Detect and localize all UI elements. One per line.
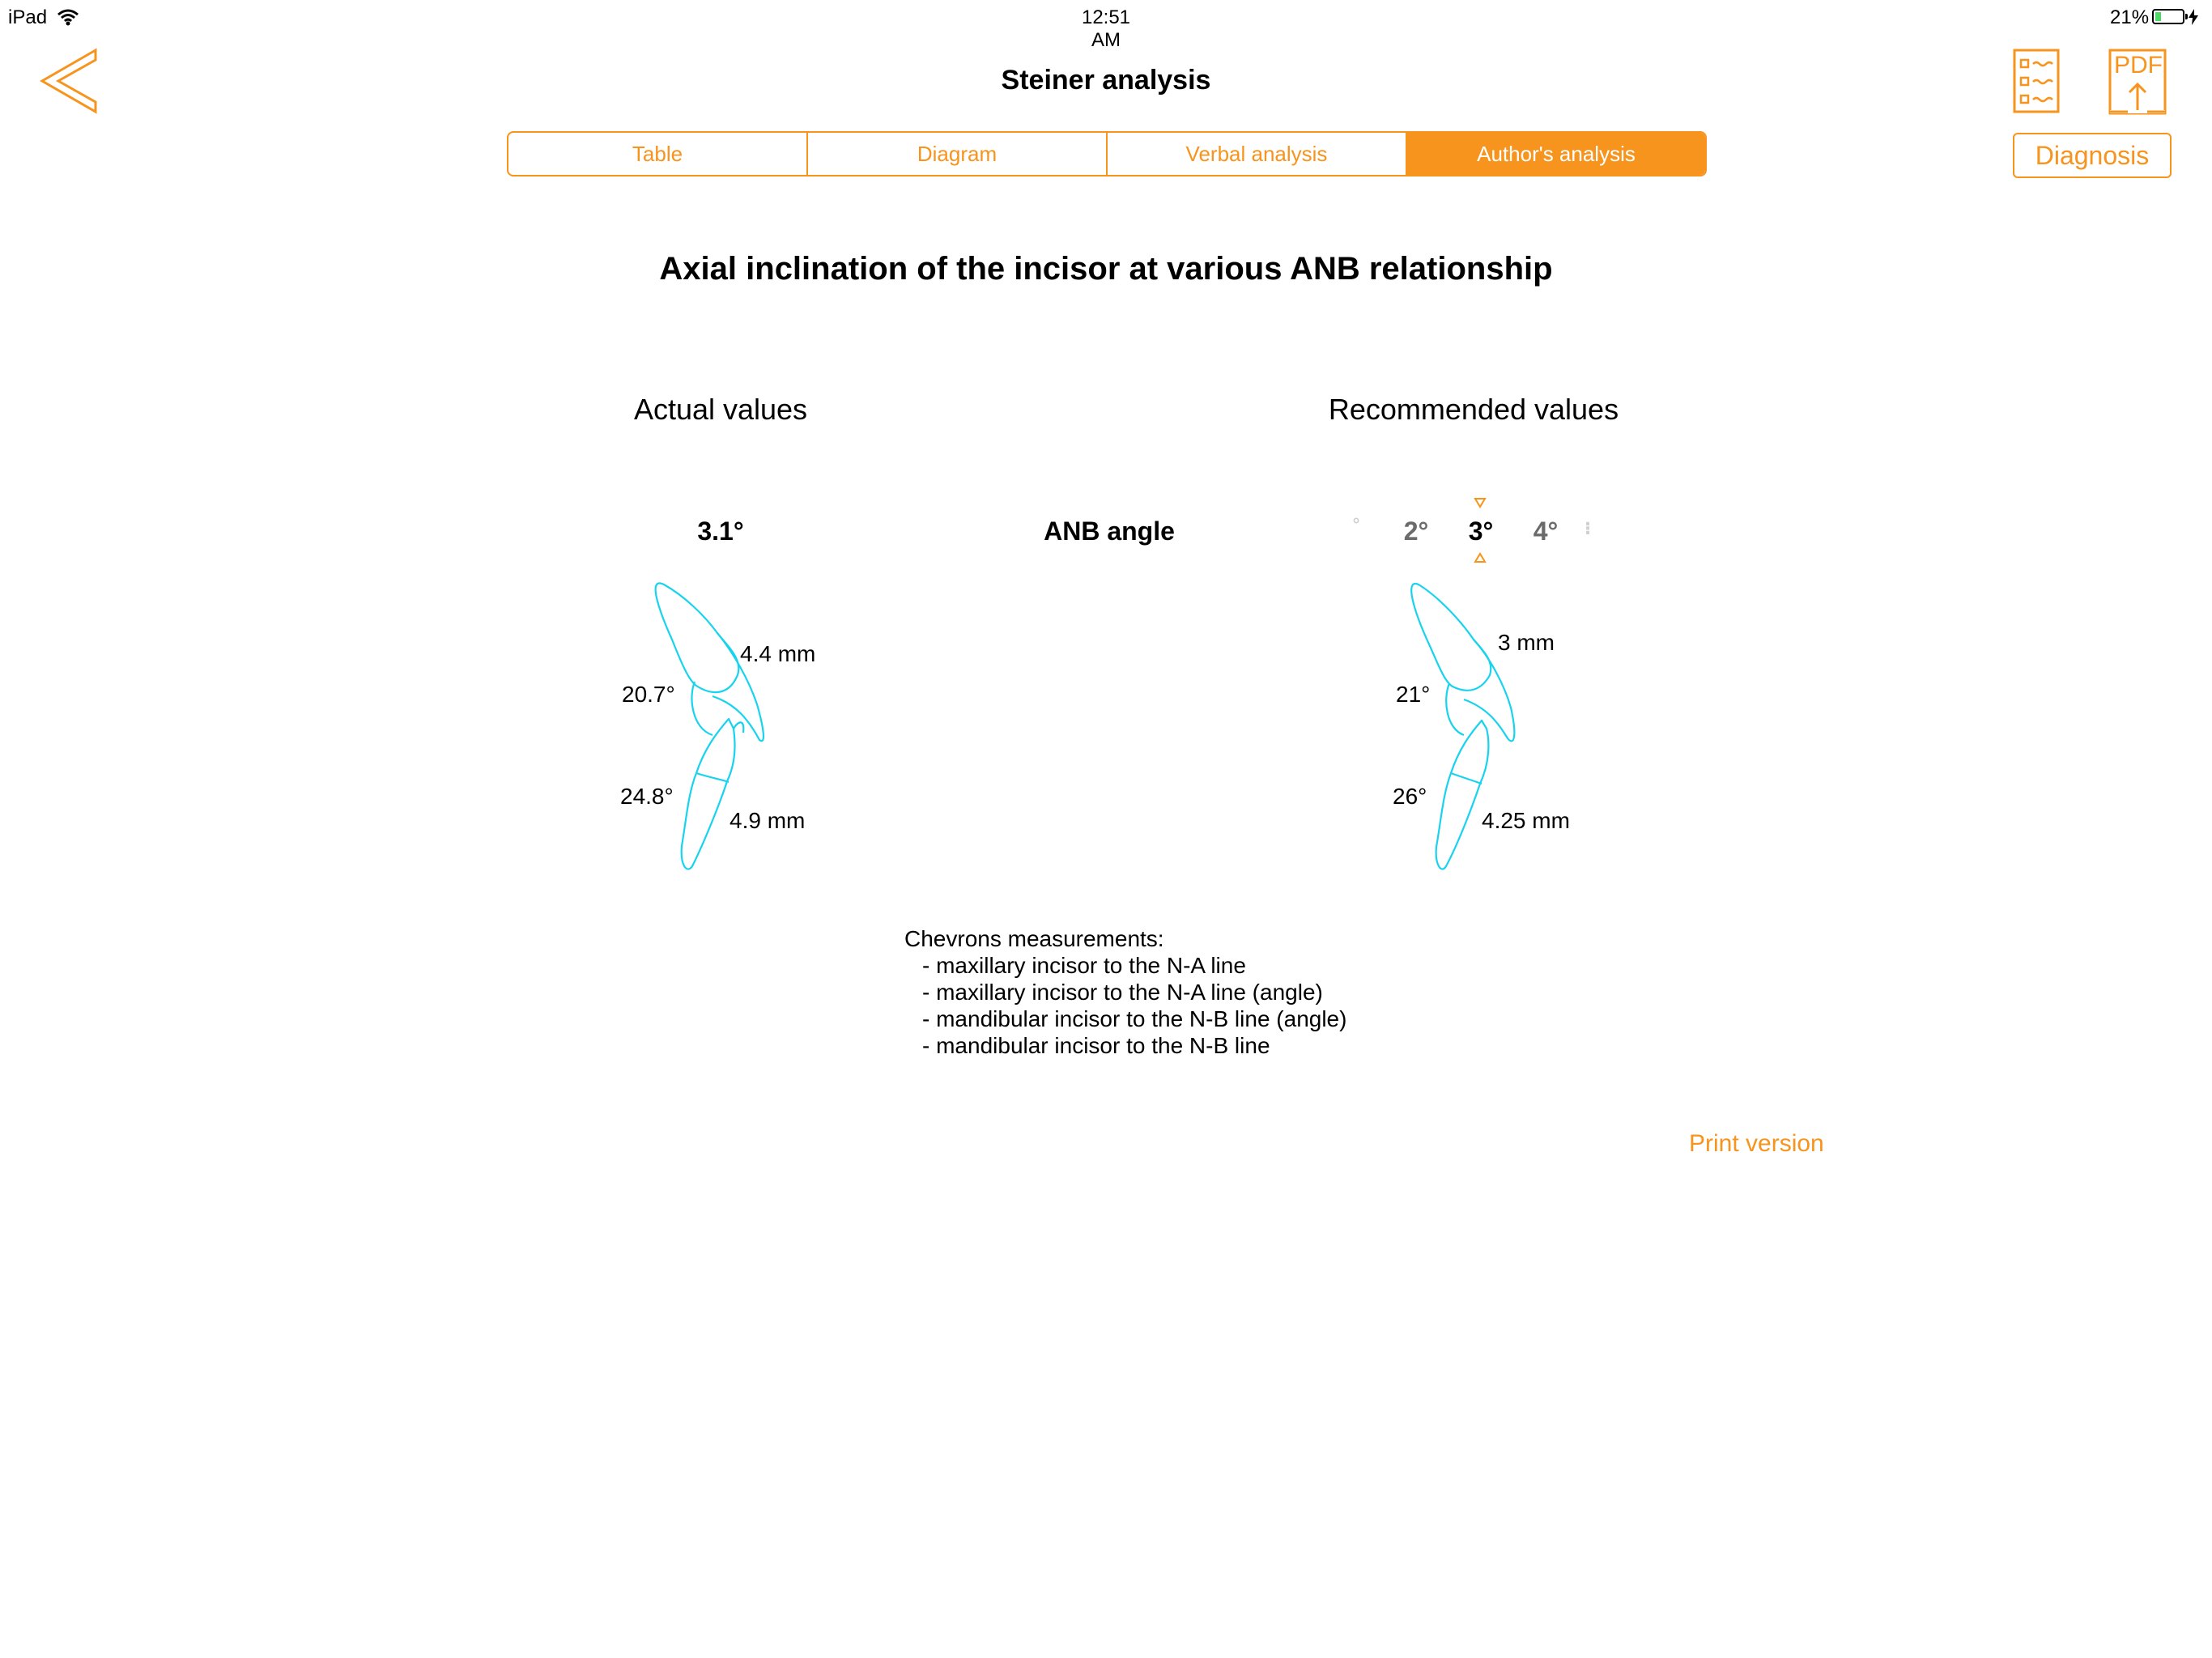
actual-incisor-diagram: [615, 575, 777, 882]
charging-bolt-icon: [2188, 9, 2199, 25]
chevrons-title: Chevrons measurements:: [904, 926, 1164, 951]
picker-indicator-down-icon: [1474, 497, 1487, 508]
recommended-values-title: Recommended values: [1328, 393, 1619, 426]
actual-values-title: Actual values: [633, 393, 808, 426]
pdf-export-button[interactable]: [2108, 49, 2168, 115]
section-heading: Axial inclination of the incisor at various ANB relationship: [659, 251, 1553, 287]
picker-option-faint-prev[interactable]: °: [1352, 514, 1360, 534]
anb-angle-label: ANB angle: [1044, 517, 1175, 546]
device-name: iPad: [8, 6, 48, 28]
tab-authors-analysis[interactable]: Author's analysis: [1407, 133, 1705, 175]
recommended-incisor-diagram: [1368, 575, 1530, 882]
page-title: Steiner analysis: [1001, 65, 1211, 96]
diagnosis-button[interactable]: Diagnosis: [2013, 133, 2172, 178]
view-tabs: [507, 131, 1707, 176]
pdf-label: PDF: [2114, 52, 2163, 79]
battery-percent: 21%: [2110, 6, 2150, 28]
picker-indicator-up-icon: [1474, 552, 1487, 563]
battery-icon: [2152, 9, 2184, 24]
actual-lower-mm: 4.9 mm: [730, 808, 806, 833]
picker-option-2[interactable]: 2°: [1403, 517, 1429, 546]
chevrons-item: - mandibular incisor to the N-B line (angle): [922, 1006, 1347, 1031]
checklist-icon[interactable]: [2013, 49, 2060, 113]
chevrons-legend: [904, 925, 1346, 1059]
actual-upper-angle: 20.7°: [622, 682, 675, 707]
chevrons-item: - maxillary incisor to the N-A line: [922, 953, 1246, 978]
actual-upper-mm: 4.4 mm: [740, 641, 816, 666]
anb-picker[interactable]: [1328, 494, 1619, 567]
picker-option-selected[interactable]: 3°: [1468, 517, 1494, 546]
actual-lower-angle: 24.8°: [620, 784, 674, 809]
chevrons-item: - maxillary incisor to the N-A line (angle): [922, 980, 1323, 1005]
recommended-upper-mm: 3 mm: [1498, 630, 1555, 655]
recommended-lower-mm: 4.25 mm: [1482, 808, 1570, 833]
wifi-icon: [57, 8, 79, 26]
print-version-link[interactable]: Print version: [1689, 1130, 1824, 1157]
picker-option-4[interactable]: 4°: [1533, 517, 1559, 546]
tab-table[interactable]: Table: [508, 133, 808, 175]
actual-anb-value: 3.1°: [697, 517, 744, 546]
status-time: 12:51 AM: [1081, 6, 1131, 51]
back-chevron-icon[interactable]: [37, 47, 99, 115]
recommended-lower-angle: 26°: [1393, 784, 1427, 809]
chevrons-item: - mandibular incisor to the N-B line: [922, 1033, 1270, 1058]
recommended-upper-angle: 21°: [1396, 682, 1431, 707]
tab-verbal-analysis[interactable]: Verbal analysis: [1108, 133, 1407, 175]
picker-option-faint-next[interactable]: ⁝: [1584, 518, 1592, 538]
tab-diagram[interactable]: Diagram: [808, 133, 1108, 175]
